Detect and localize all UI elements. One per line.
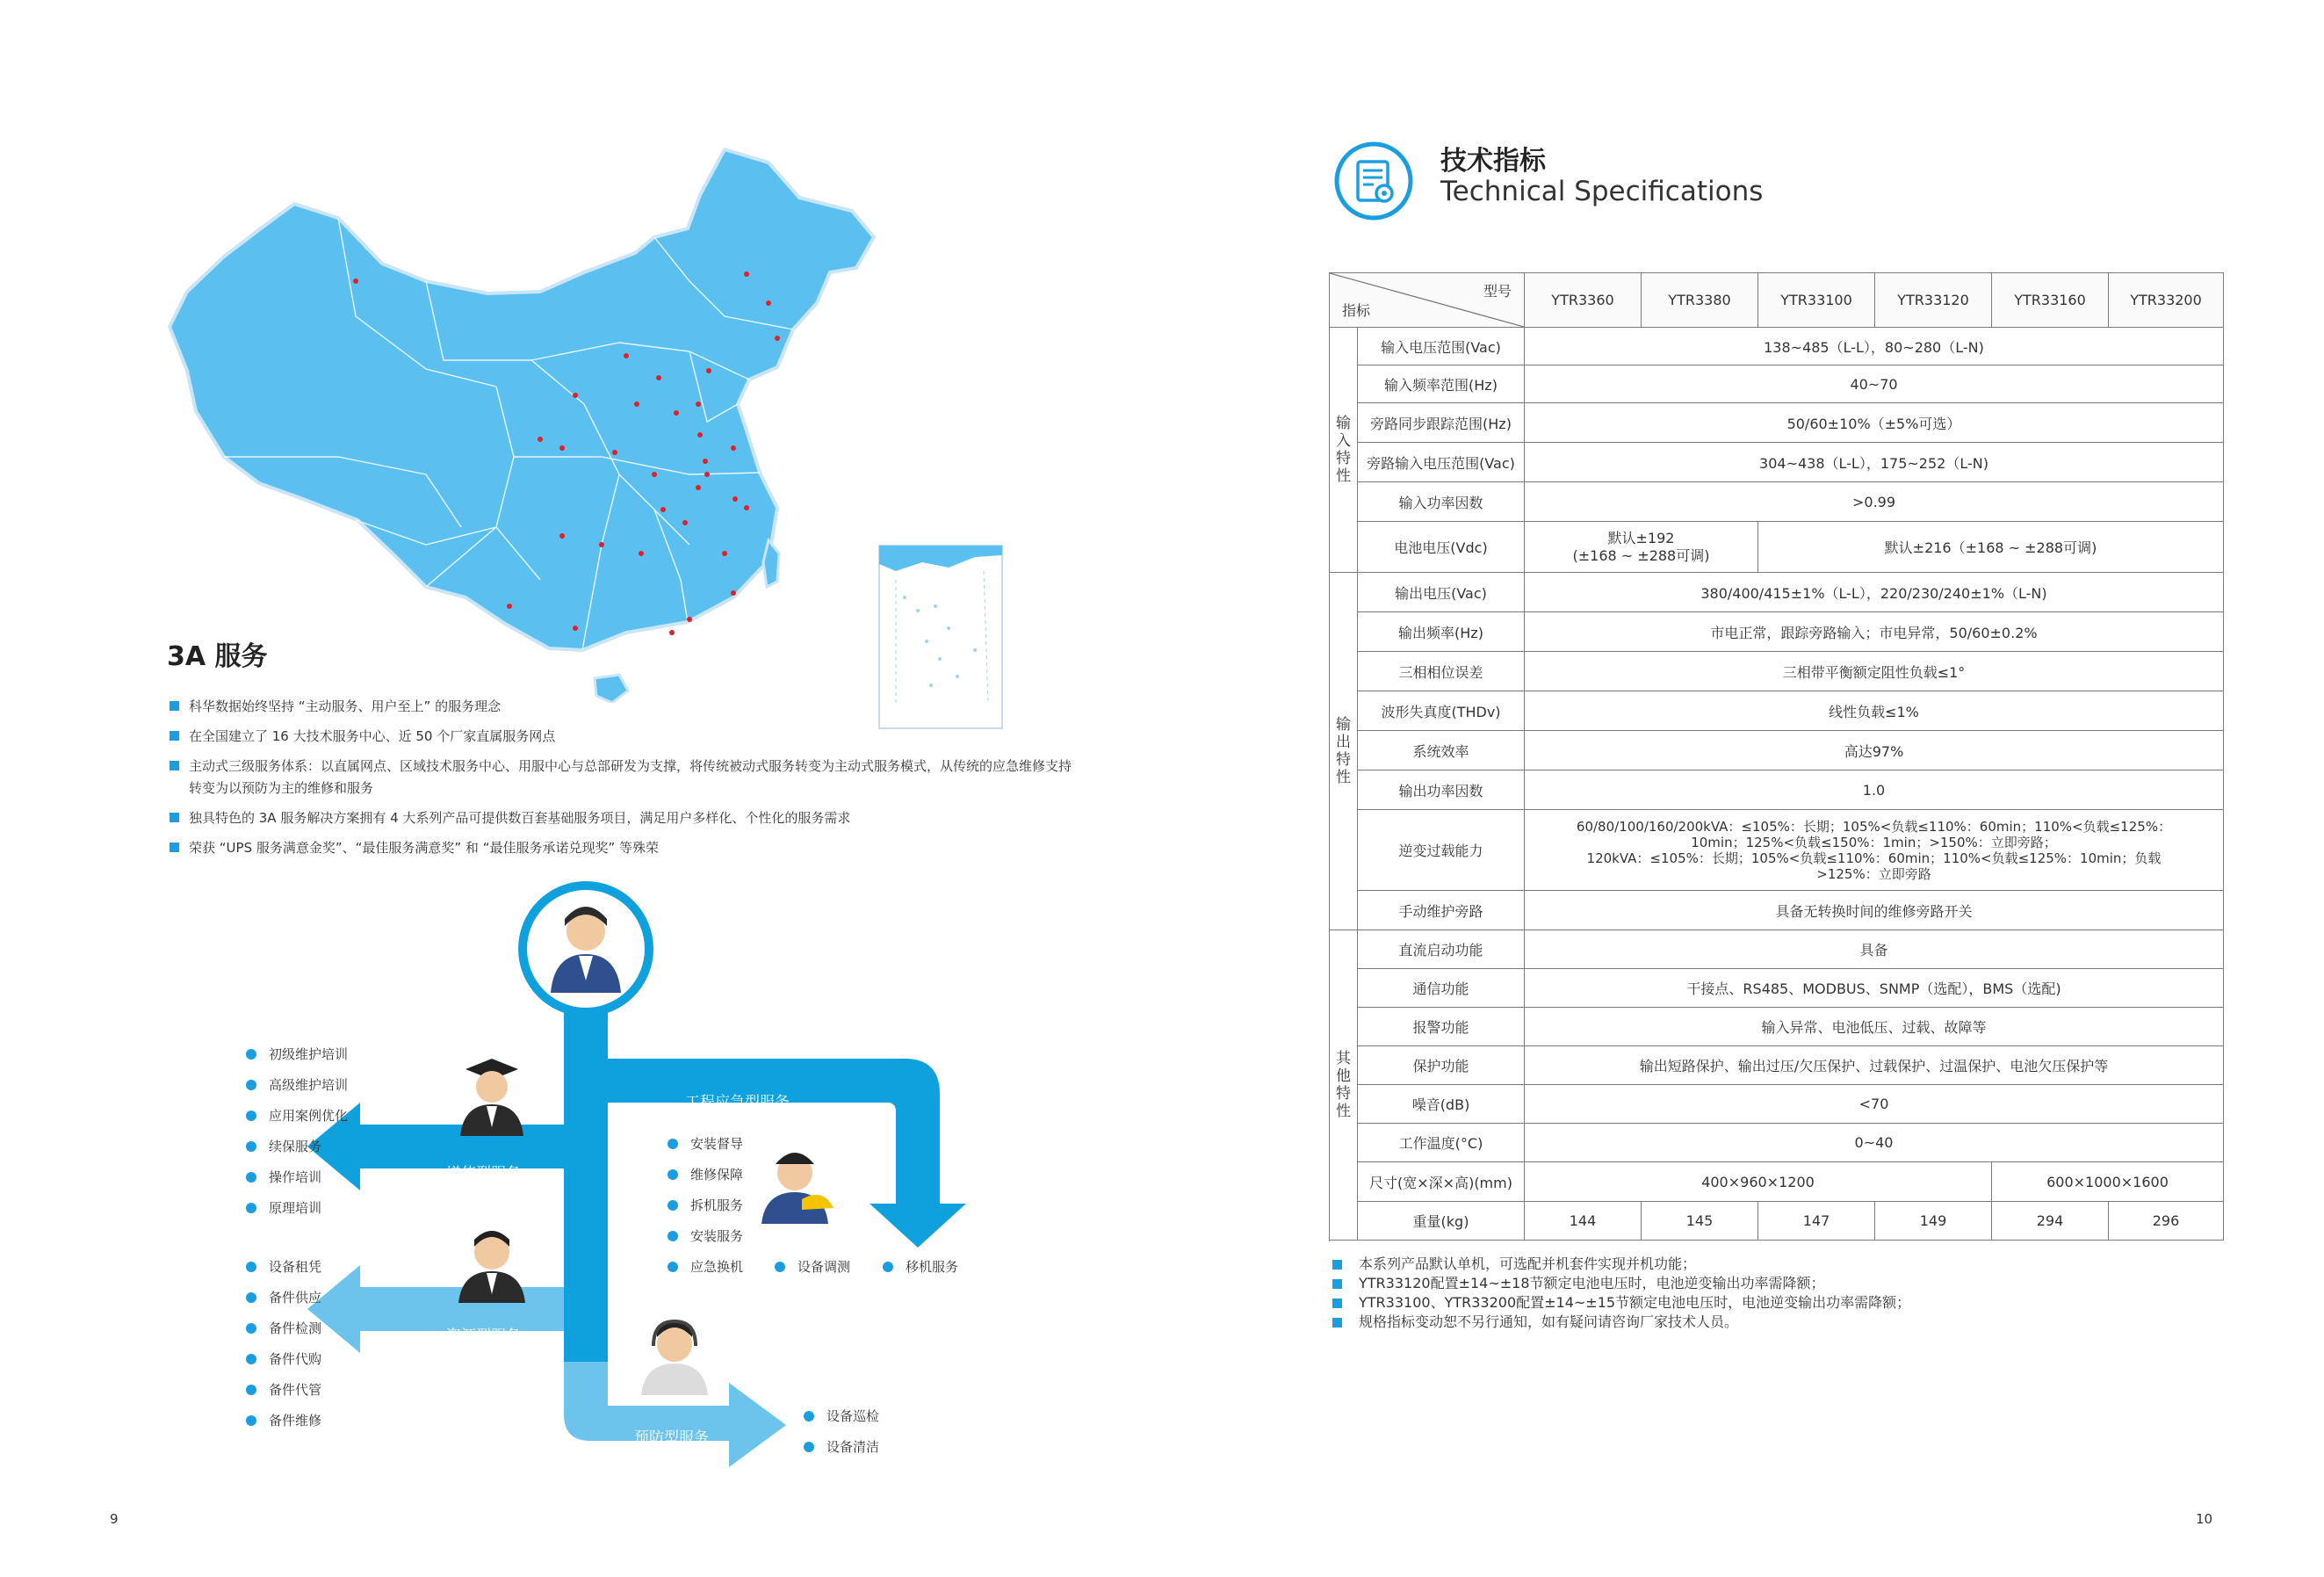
list-item: 初级维护培训 — [246, 1045, 348, 1076]
value-cell: 40~70 — [1525, 365, 2224, 403]
emergency-extra-item-list-2 — [883, 1258, 958, 1289]
param-cell: 旁路同步跟踪范围(Hz) — [1358, 403, 1525, 443]
support-agent-headset-icon — [631, 1309, 718, 1397]
bullet-dot-icon — [668, 1262, 678, 1272]
value-cell: 市电正常，跟踪旁路输入；市电异常，50/60±0.2% — [1525, 612, 2224, 652]
bullet-dot-icon — [668, 1169, 678, 1180]
weight-cell: 296 — [2109, 1202, 2224, 1241]
note-square-icon — [1332, 1298, 1342, 1308]
value-cell: 0~40 — [1525, 1124, 2224, 1162]
overload-line: 60/80/100/160/200kVA：≤105%：长期；105%<负载≤110%：60min；110%<负载≤125%： — [1576, 818, 2172, 835]
list-item: 操作培训 — [246, 1168, 348, 1199]
bullet-dot-icon — [246, 1203, 256, 1213]
table-row — [1330, 403, 2224, 443]
weight-cell: 145 — [1642, 1202, 1758, 1241]
value-cell: 输出短路保护、输出过压/欠压保护、过载保护、过温保护、电池欠压保护等 — [1525, 1046, 2224, 1085]
note-square-icon — [1332, 1318, 1342, 1327]
overload-line: 10min；125%<负载≤150%：1min；>150%：立即旁路； — [1691, 834, 2057, 850]
spec-notes — [1332, 1255, 1910, 1332]
model-header-cell: YTR33100 — [1758, 273, 1875, 328]
resource-service-label: 资源型服务 — [446, 1327, 521, 1345]
section-title-3a-service: 3A 服务 — [167, 641, 268, 672]
bullet-dot-icon — [246, 1141, 256, 1152]
model-header-cell: YTR33120 — [1875, 273, 1992, 328]
value-cell: 380/400/415±1%（L-L），220/230/240±1%（L-N) — [1525, 573, 2224, 612]
note-item: YTR33100、YTR33200配置±14~±15节额定电池电压时，电池逆变输出功率需降额； — [1332, 1293, 1910, 1313]
list-item: 安装督导 — [668, 1135, 743, 1166]
service-bullet-list — [170, 696, 1083, 867]
table-row — [1330, 443, 2224, 482]
table-row — [1330, 731, 2224, 770]
table-row — [1330, 1202, 2224, 1241]
model-header-cell: YTR33160 — [1992, 273, 2109, 328]
page-number-right: 10 — [2196, 1511, 2213, 1527]
value-added-item-list — [246, 1045, 348, 1230]
value-cell: <70 — [1525, 1085, 2224, 1124]
table-header-row — [1330, 273, 2224, 328]
bullet-dot-icon — [668, 1200, 678, 1211]
list-item: 应急换机 — [668, 1258, 743, 1289]
param-cell: 输入电压范围(Vac) — [1358, 328, 1525, 365]
list-item: 设备调测 — [775, 1258, 850, 1289]
list-item: 高级维护培训 — [246, 1076, 348, 1107]
value-cell: >0.99 — [1525, 482, 2224, 522]
business-person-icon — [448, 1217, 536, 1305]
param-cell: 旁路输入电压范围(Vac) — [1358, 443, 1525, 482]
spec-title-zh: 技术指标 — [1440, 146, 1546, 177]
value-added-service-label: 增值型服务 — [446, 1165, 521, 1183]
model-header-cell: YTR33200 — [2109, 273, 2224, 328]
customer-service-agent-icon — [533, 896, 639, 1002]
engineer-with-helmet-icon — [751, 1138, 839, 1226]
graduate-icon — [448, 1050, 536, 1138]
value-cell: 高达97% — [1525, 731, 2224, 770]
bullet-dot-icon — [246, 1049, 256, 1060]
bullet-item — [170, 726, 1083, 748]
table-row — [1330, 930, 2224, 969]
param-cell: 尺寸(宽×深×高)(mm) — [1358, 1162, 1525, 1202]
bullet-dot-icon — [246, 1385, 256, 1395]
bullet-text: 科华数据始终坚持 “主动服务、用户至上” 的服务理念 — [189, 698, 502, 714]
list-item: 原理培训 — [246, 1199, 348, 1230]
value-cell: 默认±216（±168 ~ ±288可调) — [1758, 522, 2224, 573]
value-cell: 1.0 — [1525, 770, 2224, 810]
list-item: 安装服务 — [668, 1227, 743, 1258]
param-cell: 报警功能 — [1358, 1008, 1525, 1046]
bullet-square-icon — [170, 761, 179, 770]
table-row — [1330, 1008, 2224, 1046]
weight-cell: 147 — [1758, 1202, 1875, 1241]
table-row — [1330, 1046, 2224, 1085]
category-input-cell: 输 入 特 性 — [1330, 328, 1358, 573]
value-cell: 干接点、RS485、MODBUS、SNMP（选配），BMS（选配) — [1525, 969, 2224, 1008]
table-row — [1330, 612, 2224, 652]
weight-cell: 144 — [1525, 1202, 1642, 1241]
table-corner-cell — [1330, 273, 1525, 328]
param-cell: 系统效率 — [1358, 731, 1525, 770]
param-cell: 噪音(dB) — [1358, 1085, 1525, 1124]
param-cell: 输出电压(Vac) — [1358, 573, 1525, 612]
list-item: 备件代购 — [246, 1350, 321, 1381]
param-cell: 逆变过载能力 — [1358, 810, 1525, 891]
table-row — [1330, 573, 2224, 612]
list-item: 设备巡检 — [804, 1407, 879, 1438]
list-item: 备件维修 — [246, 1412, 321, 1443]
param-cell: 直流启动功能 — [1358, 930, 1525, 969]
bullet-square-icon — [170, 701, 179, 711]
overload-value-cell — [1525, 810, 2224, 891]
table-row — [1330, 652, 2224, 691]
model-header-cell: YTR3360 — [1525, 273, 1642, 328]
list-item: 续保服务 — [246, 1138, 348, 1168]
table-row — [1330, 969, 2224, 1008]
list-item: 维修保障 — [668, 1166, 743, 1197]
taiwan-island — [763, 540, 779, 587]
value-cell: 50/60±10%（±5%可选） — [1525, 403, 2224, 443]
param-cell: 重量(kg) — [1358, 1202, 1525, 1241]
value-cell — [1525, 522, 1758, 573]
table-row — [1330, 810, 2224, 891]
table-row — [1330, 1162, 2224, 1202]
param-cell: 通信功能 — [1358, 969, 1525, 1008]
emergency-service-label: 工程应急型服务 — [685, 1094, 790, 1111]
preventive-service-label: 预防型服务 — [634, 1429, 709, 1447]
spec-table — [1329, 272, 2224, 1241]
bullet-square-icon — [170, 813, 179, 822]
bullet-text: 独具特色的 3A 服务解决方案拥有 4 大系列产品可提供数百套基础服务项目，满足用户多样化、个性化的服务需求 — [189, 810, 851, 826]
list-item: 备件代管 — [246, 1381, 321, 1412]
bullet-item — [170, 696, 1083, 718]
note-item: YTR33120配置±14~±18节额定电池电压时，电池逆变输出功率需降额； — [1332, 1274, 1910, 1293]
value-cell: 输入异常、电池低压、过载、故障等 — [1525, 1008, 2224, 1046]
table-row — [1330, 1085, 2224, 1124]
weight-cell: 294 — [1992, 1202, 2109, 1241]
category-other-cell: 其 他 特 性 — [1330, 930, 1358, 1241]
bullet-item — [170, 837, 1083, 859]
param-cell: 输出频率(Hz) — [1358, 612, 1525, 652]
service-flow-diagram — [237, 870, 1028, 1502]
model-header-cell: YTR3380 — [1642, 273, 1758, 328]
table-row — [1330, 328, 2224, 365]
page-number-left: 9 — [110, 1511, 119, 1527]
param-cell: 保护功能 — [1358, 1046, 1525, 1085]
bullet-dot-icon — [246, 1354, 256, 1364]
bullet-dot-icon — [668, 1139, 678, 1149]
emergency-extra-item-list — [775, 1258, 850, 1289]
list-item: 拆机服务 — [668, 1197, 743, 1227]
list-item: 移机服务 — [883, 1258, 958, 1289]
value-cell: 具备 — [1525, 930, 2224, 969]
bullet-text: 在全国建立了 16 大技术服务中心、近 50 个厂家直属服务网点 — [189, 728, 556, 744]
value-cell: 304~438（L-L），175~252（L-N) — [1525, 443, 2224, 482]
list-item: 设备租凭 — [246, 1258, 321, 1289]
param-cell: 工作温度(°C) — [1358, 1124, 1525, 1162]
spec-document-gear-icon — [1333, 141, 1414, 221]
corner-index-label: 指标 — [1342, 302, 1371, 319]
bullet-dot-icon — [246, 1262, 256, 1272]
value-cell: 138~485（L-L），80~280（L-N) — [1525, 328, 2224, 365]
overload-line: >125%：立即旁路 — [1816, 865, 1931, 882]
bullet-square-icon — [170, 731, 179, 741]
param-cell: 三相相位误差 — [1358, 652, 1525, 691]
param-cell: 输出功率因数 — [1358, 770, 1525, 810]
overload-line: 120kVA：≤105%：长期；105%<负载≤110%：60min；110%<负载≤125%：10min；负载 — [1586, 850, 2162, 866]
bullet-dot-icon — [246, 1080, 256, 1090]
note-item: 本系列产品默认单机，可选配并机套件实现并机功能； — [1332, 1255, 1910, 1274]
emergency-item-list — [668, 1135, 743, 1289]
bullet-square-icon — [170, 843, 179, 852]
table-row — [1330, 522, 2224, 573]
param-cell: 电池电压(Vdc) — [1358, 522, 1525, 573]
bullet-dot-icon — [246, 1415, 256, 1426]
note-item: 规格指标变动恕不另行通知，如有疑问请咨询厂家技术人员。 — [1332, 1313, 1910, 1332]
param-cell: 波形失真度(THDv) — [1358, 691, 1525, 731]
list-item: 备件供应 — [246, 1289, 321, 1320]
bullet-dot-icon — [804, 1411, 814, 1421]
bullet-text: 主动式三级服务体系：以直属网点、区域技术服务中心、用服中心与总部研发为支撑，将传统被动式服务转变为主动式服务模式，从传统的应急维修支持转变为以预防为主的维修和服务 — [189, 758, 1072, 796]
table-row — [1330, 1124, 2224, 1162]
list-item: 应用案例优化 — [246, 1107, 348, 1138]
bullet-dot-icon — [775, 1262, 785, 1272]
table-row — [1330, 365, 2224, 403]
table-row — [1330, 770, 2224, 810]
bullet-dot-icon — [246, 1292, 256, 1303]
table-row — [1330, 482, 2224, 522]
param-cell: 输入频率范围(Hz) — [1358, 365, 1525, 403]
list-item: 备件检测 — [246, 1320, 321, 1350]
note-square-icon — [1332, 1279, 1342, 1289]
value-cell: 400×960×1200 — [1525, 1162, 1992, 1202]
bullet-dot-icon — [246, 1110, 256, 1121]
category-output-cell: 输 出 特 性 — [1330, 573, 1358, 930]
bullet-text: 荣获 “UPS 服务满意金奖”、“最佳服务满意奖” 和 “最佳服务承诺兑现奖” 等殊荣 — [189, 840, 660, 856]
bullet-dot-icon — [246, 1323, 256, 1334]
preventive-item-list — [804, 1407, 879, 1469]
bullet-dot-icon — [883, 1262, 893, 1272]
corner-model-label: 型号 — [1483, 283, 1512, 300]
table-row — [1330, 691, 2224, 731]
bullet-dot-icon — [246, 1172, 256, 1183]
value-cell: 具备无转换时间的维修旁路开关 — [1525, 891, 2224, 930]
bullet-dot-icon — [804, 1442, 814, 1452]
weight-cell: 149 — [1875, 1202, 1992, 1241]
value-cell: 线性负载≤1% — [1525, 691, 2224, 731]
value-cell: 三相带平衡额定阻性负载≤1° — [1525, 652, 2224, 691]
table-row — [1330, 891, 2224, 930]
value-cell: 600×1000×1600 — [1992, 1162, 2224, 1202]
param-cell: 手动维护旁路 — [1358, 891, 1525, 930]
spec-title-en: Technical Specifications — [1440, 176, 1764, 207]
battery-value-a-line2: (±168 ~ ±288可调) — [1572, 546, 1710, 564]
bullet-dot-icon — [668, 1231, 678, 1241]
param-cell: 输入功率因数 — [1358, 482, 1525, 522]
list-item: 设备清洁 — [804, 1438, 879, 1469]
resource-item-list — [246, 1258, 321, 1443]
battery-value-a-line1: 默认±192 — [1607, 529, 1675, 546]
bullet-item — [170, 756, 1083, 799]
note-square-icon — [1332, 1260, 1342, 1270]
bullet-item — [170, 807, 1083, 829]
